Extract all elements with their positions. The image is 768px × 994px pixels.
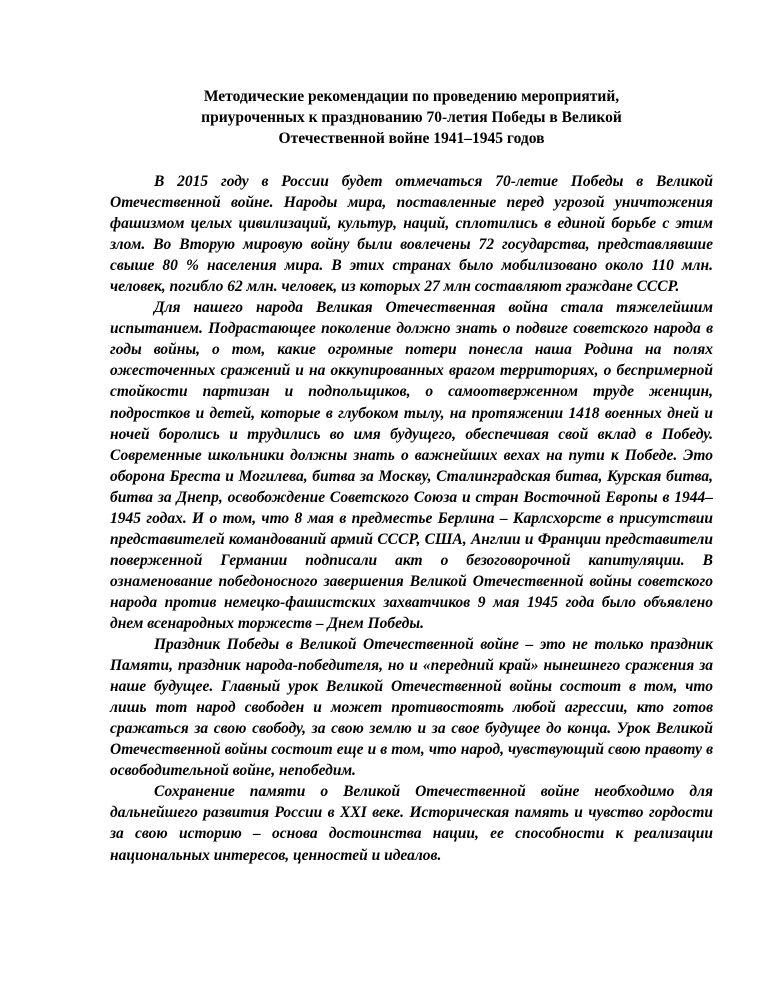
paragraph-intro: В 2015 году в России будет отмечаться 70-летие Победы в Великой Отечественной войне. Народы мира, поставленные перед угрозой уничтожения фашизмом целых цивилизаций, культур, наций, сплотились в единой борьбе с этим злом. Во Вторую мировую войну были вовлечены 72 государства, представлявшие свыше 80 % населения мира. В этих странах было мобилизовано около 110 млн. человек, погибло 62 млн. человек, из которых 27 млн составляют граждане СССР. bbox=[110, 173, 713, 296]
title-line-1: Методические рекомендации по проведению мероприятий, bbox=[203, 88, 620, 105]
paragraph-victory-day: Праздник Победы в Великой Отечественной войне – это не только праздник Памяти, праздник народа-победителя, но и «передний край» нынешнего сражения за наше будущее. Главный урок Великой Отечественной войны состоит в том, что лишь тот народ свободен и может противостоять любой агрессии, кто готов сражаться за свою свободу, за свою землю и за свое будущее до конца. Урок Великой Отечественной войны состоит еще и в том, что народ, чувствующий свою правоту в освободительной войне, непобедим. bbox=[110, 636, 713, 780]
paragraph-memory: Сохранение памяти о Великой Отечественной войне необходимо для дальнейшего развития России в XXI веке. Историческая память и чувство гордости за свою историю – основа достоинства нации, ее способности к реализации национальных интересов, ценностей и идеалов. bbox=[110, 783, 713, 864]
paragraph-significance: Для нашего народа Великая Отечественная война стала тяжелейшим испытанием. Подрастающее поколение должно знать о подвиге советского народа в годы войны, о том, какие огромные потери понесла наша Родина на полях ожесточенных сражений и на оккупированных врагом территориях, о беспримерной стойкости партизан и подпольщиков, о самоотверженном труде женщин, подростков и детей, которые в глубоком тылу, на протяжении 1418 военных дней и ночей боролись и трудились во имя будущего, обеспечивая свой вклад в Победу. Современные школьники должны знать о важнейших вехах на пути к Победе. Это оборона Бреста и Могилева, битва за Москву, Сталинградская битва, Курская битва, битва за Днепр, освобождение Советского Союза и стран Восточной Европы в 1944–1945 годах. И о том, что 8 мая в предместье Берлина – Карлсхорсте в присутствии представителей командований армий СССР, США, Англии и Франции представители поверженной Германии подписали акт о безоговорочной капитуляции. В ознаменование победоносного завершения Великой Отечественной войны советского народа против немецко-фашистских захватчиков 9 мая 1945 года было объявлено днем всенародных торжеств – Днем Победы. bbox=[110, 299, 713, 632]
document-title bbox=[110, 86, 713, 149]
document-page bbox=[110, 86, 713, 866]
title-line-3: Отечественной войне 1941–1945 годов bbox=[278, 130, 545, 147]
title-line-2: приуроченных к празднованию 70-летия Победы в Великой bbox=[201, 109, 622, 126]
